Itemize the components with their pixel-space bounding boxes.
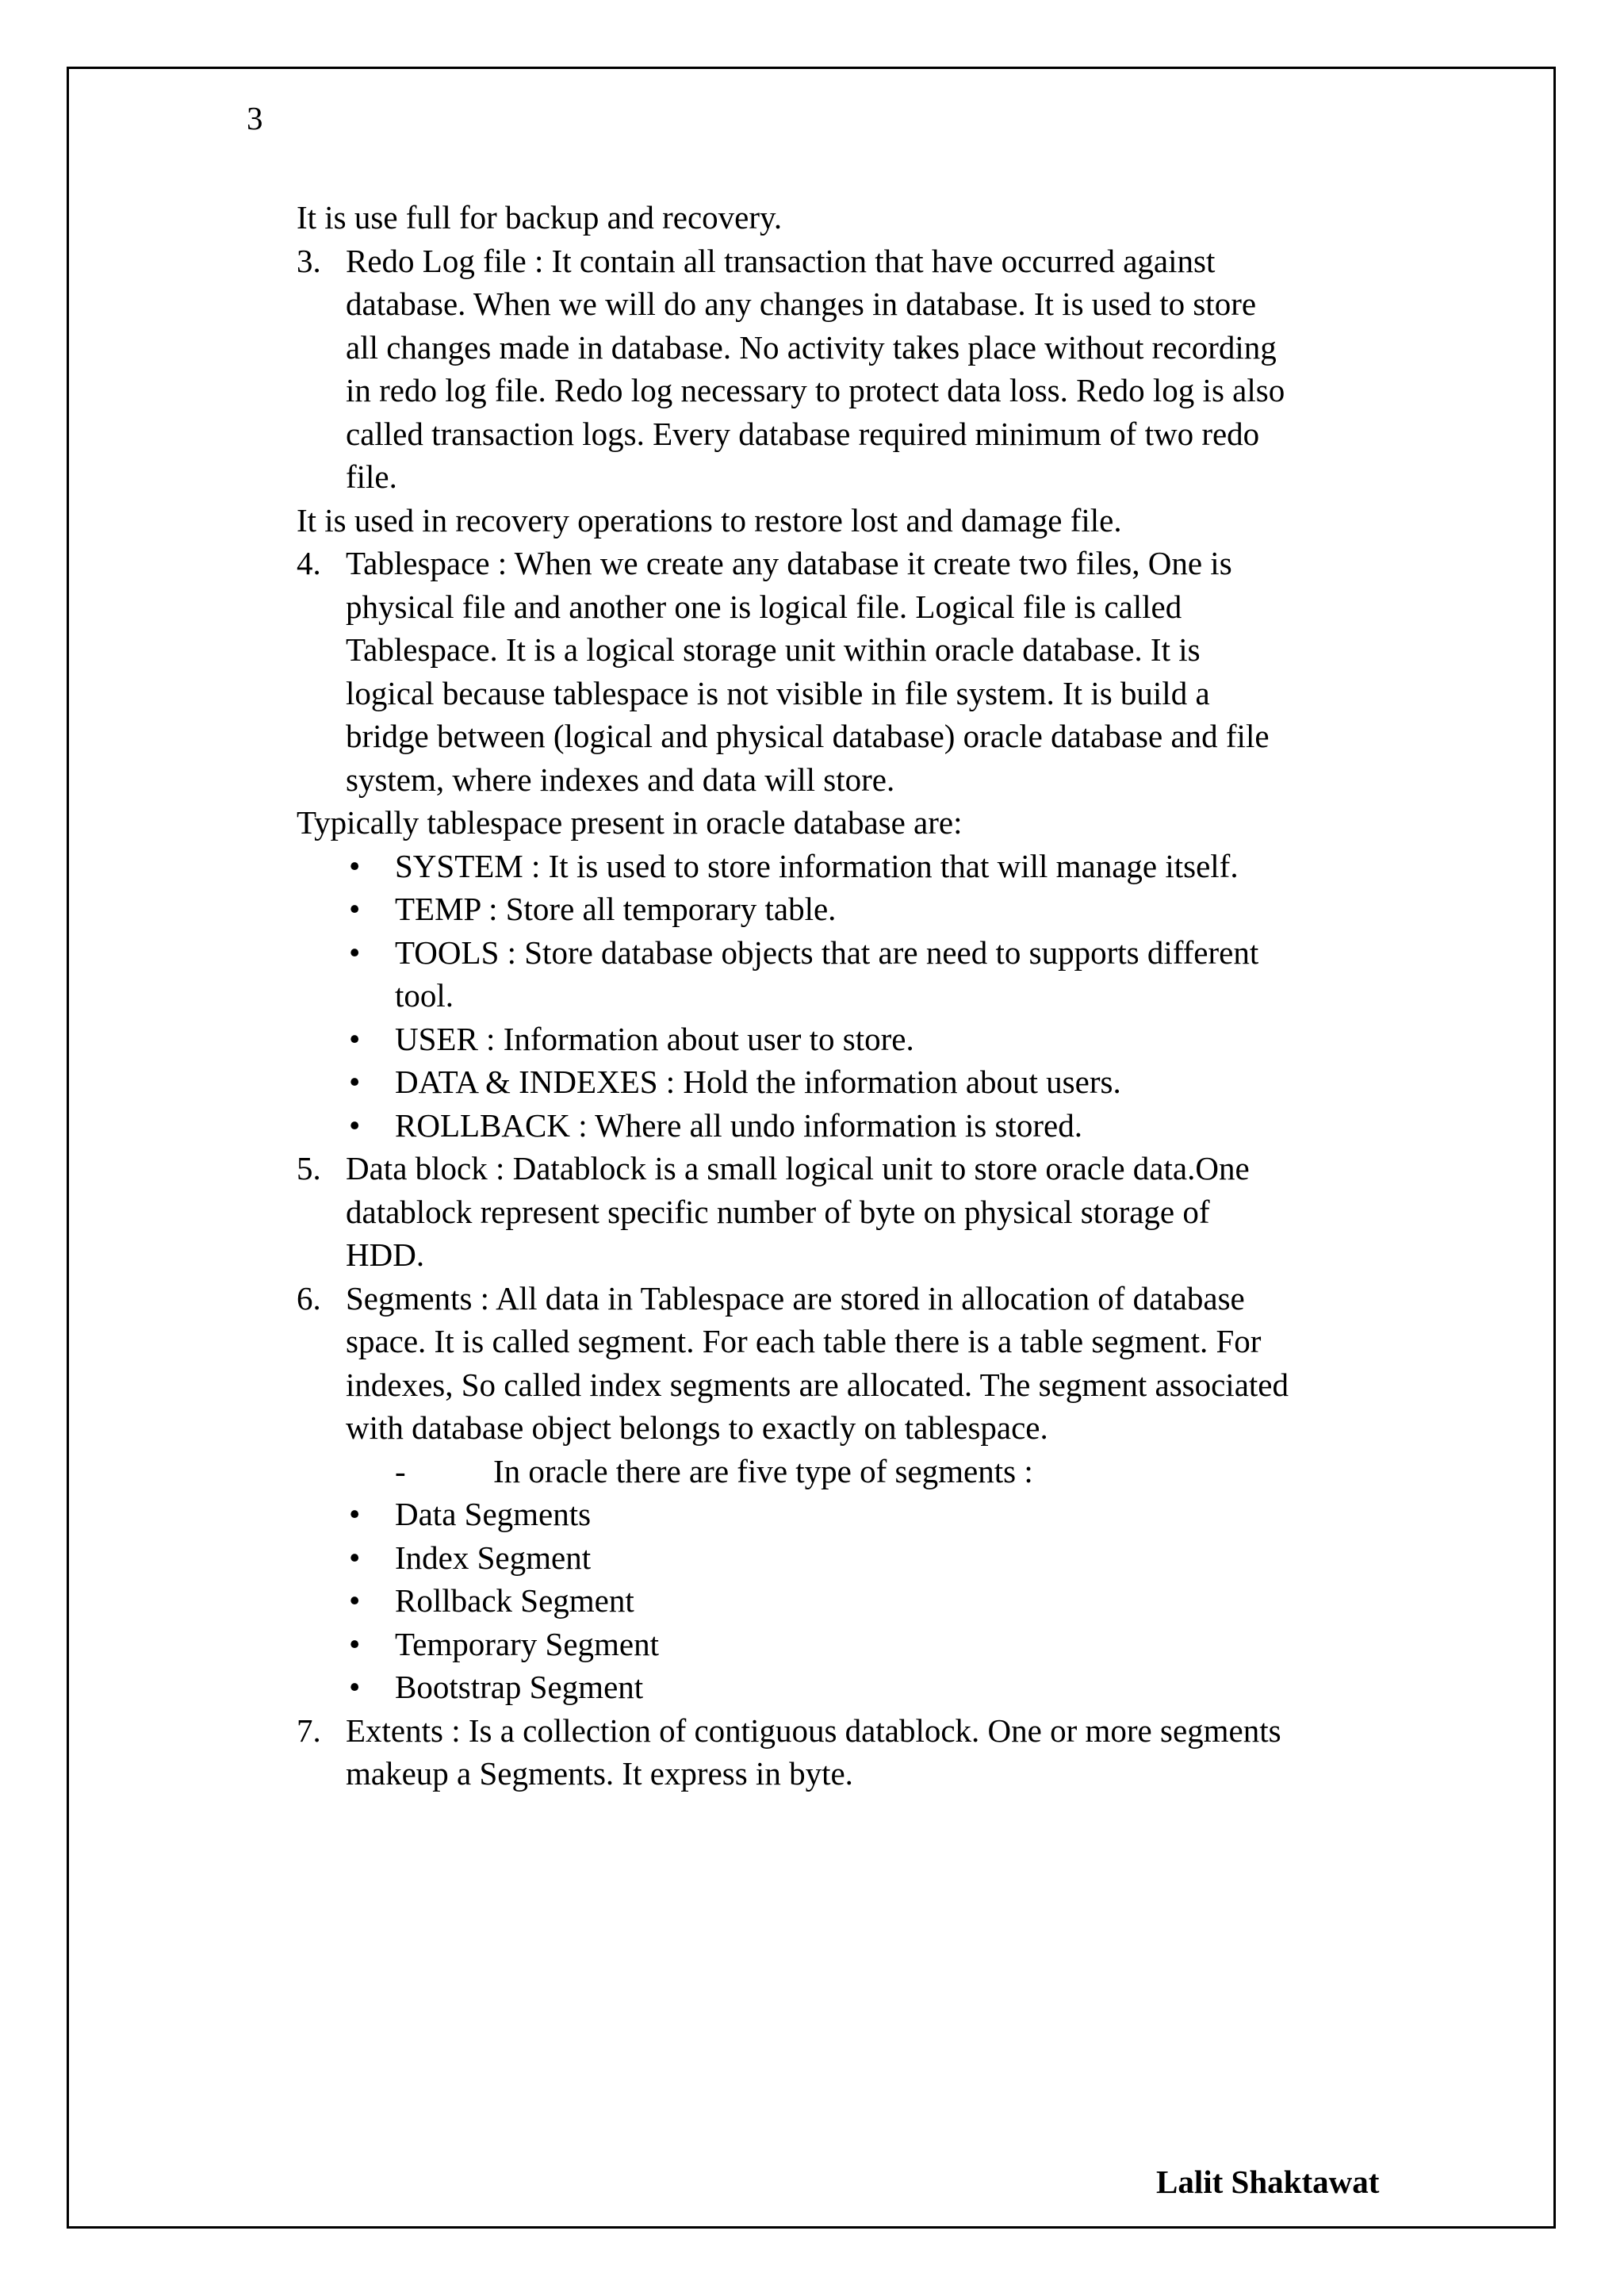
bullet-icon: • — [349, 1064, 361, 1100]
bullet-icon: • — [349, 1106, 361, 1144]
list-item-line: Bootstrap Segment — [395, 1669, 644, 1705]
tablespace-intro: Typically tablespace present in oracle database are: — [297, 804, 963, 841]
list-item-line: TEMP : Store all temporary table. — [395, 891, 837, 927]
item-line: Data block : Datablock is a small logical unit to store oracle data.One — [346, 1150, 1250, 1186]
item-line: space. It is called segment. For each table there is a table segment. For — [346, 1323, 1262, 1359]
list-item-line: USER : Information about user to store. — [395, 1020, 914, 1057]
list-item — [349, 1536, 1391, 1580]
bullet-icon: • — [349, 847, 361, 884]
tablespace-list — [297, 845, 1391, 1148]
item-number: 4. — [297, 545, 321, 581]
list-item — [349, 845, 1391, 888]
list-item — [349, 1018, 1391, 1061]
item-number: 5. — [297, 1150, 321, 1186]
author-signature: Lalit Shaktawat — [1156, 2164, 1380, 2200]
list-item-line: tool. — [395, 977, 454, 1014]
item-line: all changes made in database. No activity takes place without recording — [346, 328, 1277, 366]
item-tablespace — [297, 542, 1391, 801]
item-line: database. When we will do any changes in database. It is used to store — [346, 286, 1257, 322]
page-number: 3 — [247, 100, 263, 136]
item-line: makeup a Segments. It express in byte. — [346, 1755, 853, 1792]
list-item-line: TOOLS : Store database objects that are need to supports different — [395, 933, 1259, 971]
item-line: datablock represent specific number of byte on physical storage of — [346, 1193, 1210, 1230]
list-item-line: Temporary Segment — [395, 1625, 660, 1662]
intro-line: It is use full for backup and recovery. — [297, 199, 783, 236]
segments-intro — [297, 1450, 1391, 1493]
item-data-block — [297, 1147, 1391, 1277]
item-line: Tablespace : When we create any database it create two files, One is — [346, 545, 1232, 581]
list-item — [349, 1665, 1391, 1709]
item-extents — [297, 1709, 1391, 1796]
item-line: Extents : Is a collection of contiguous datablock. One or more segments — [346, 1711, 1281, 1749]
bullet-icon: • — [349, 1496, 361, 1532]
list-item — [349, 1104, 1391, 1148]
item-line: logical because tablespace is not visible in file system. It is build a — [346, 674, 1210, 711]
list-item — [349, 931, 1391, 1018]
document-body — [297, 196, 1391, 1796]
dash-marker: - — [395, 1452, 406, 1489]
item-line: Segments : All data in Tablespace are stored in allocation of database — [346, 1279, 1245, 1317]
item-line: file. — [346, 458, 397, 495]
segments-list — [297, 1493, 1391, 1709]
list-item-line: Data Segments — [395, 1496, 592, 1532]
bullet-icon: • — [349, 1582, 361, 1619]
item-line: bridge between (logical and physical database) oracle database and file — [346, 718, 1270, 754]
item-line: indexes, So called index segments are allocated. The segment associated — [346, 1366, 1289, 1403]
bullet-icon: • — [349, 1020, 361, 1057]
list-item — [349, 1623, 1391, 1666]
bullet-icon: • — [349, 933, 361, 971]
bullet-icon: • — [349, 1539, 361, 1576]
list-item — [349, 1060, 1391, 1104]
list-item-line: Index Segment — [395, 1539, 592, 1576]
item-line: Redo Log file : It contain all transaction that have occurred against — [346, 242, 1216, 279]
item-number: 6. — [297, 1279, 321, 1317]
bullet-icon: • — [349, 1625, 361, 1662]
item-segments — [297, 1277, 1391, 1450]
item-line: system, where indexes and data will store. — [346, 761, 895, 798]
list-item — [349, 1579, 1391, 1623]
list-item-line: Rollback Segment — [395, 1582, 634, 1619]
segments-intro-text: In oracle there are five type of segments : — [493, 1452, 1033, 1489]
item-line: with database object belongs to exactly on tablespace. — [346, 1409, 1048, 1446]
bullet-icon: • — [349, 891, 361, 927]
item-number: 3. — [297, 242, 321, 279]
item-line: in redo log file. Redo log necessary to protect data loss. Redo log is also — [346, 372, 1285, 408]
recovery-line: It is used in recovery operations to restore lost and damage file. — [297, 501, 1122, 539]
list-item — [349, 887, 1391, 931]
item-line: physical file and another one is logical file. Logical file is called — [346, 588, 1182, 625]
list-item — [349, 1493, 1391, 1536]
list-item-line: SYSTEM : It is used to store information that will manage itself. — [395, 847, 1239, 884]
item-number: 7. — [297, 1711, 321, 1749]
list-item-line: ROLLBACK : Where all undo information is stored. — [395, 1106, 1082, 1144]
bullet-icon: • — [349, 1669, 361, 1705]
item-redo-log — [297, 240, 1391, 499]
item-line: called transaction logs. Every database required minimum of two redo — [346, 415, 1260, 452]
item-line: HDD. — [346, 1236, 425, 1273]
item-line: Tablespace. It is a logical storage unit within oracle database. It is — [346, 631, 1201, 668]
list-item-line: DATA & INDEXES : Hold the information about users. — [395, 1064, 1121, 1100]
